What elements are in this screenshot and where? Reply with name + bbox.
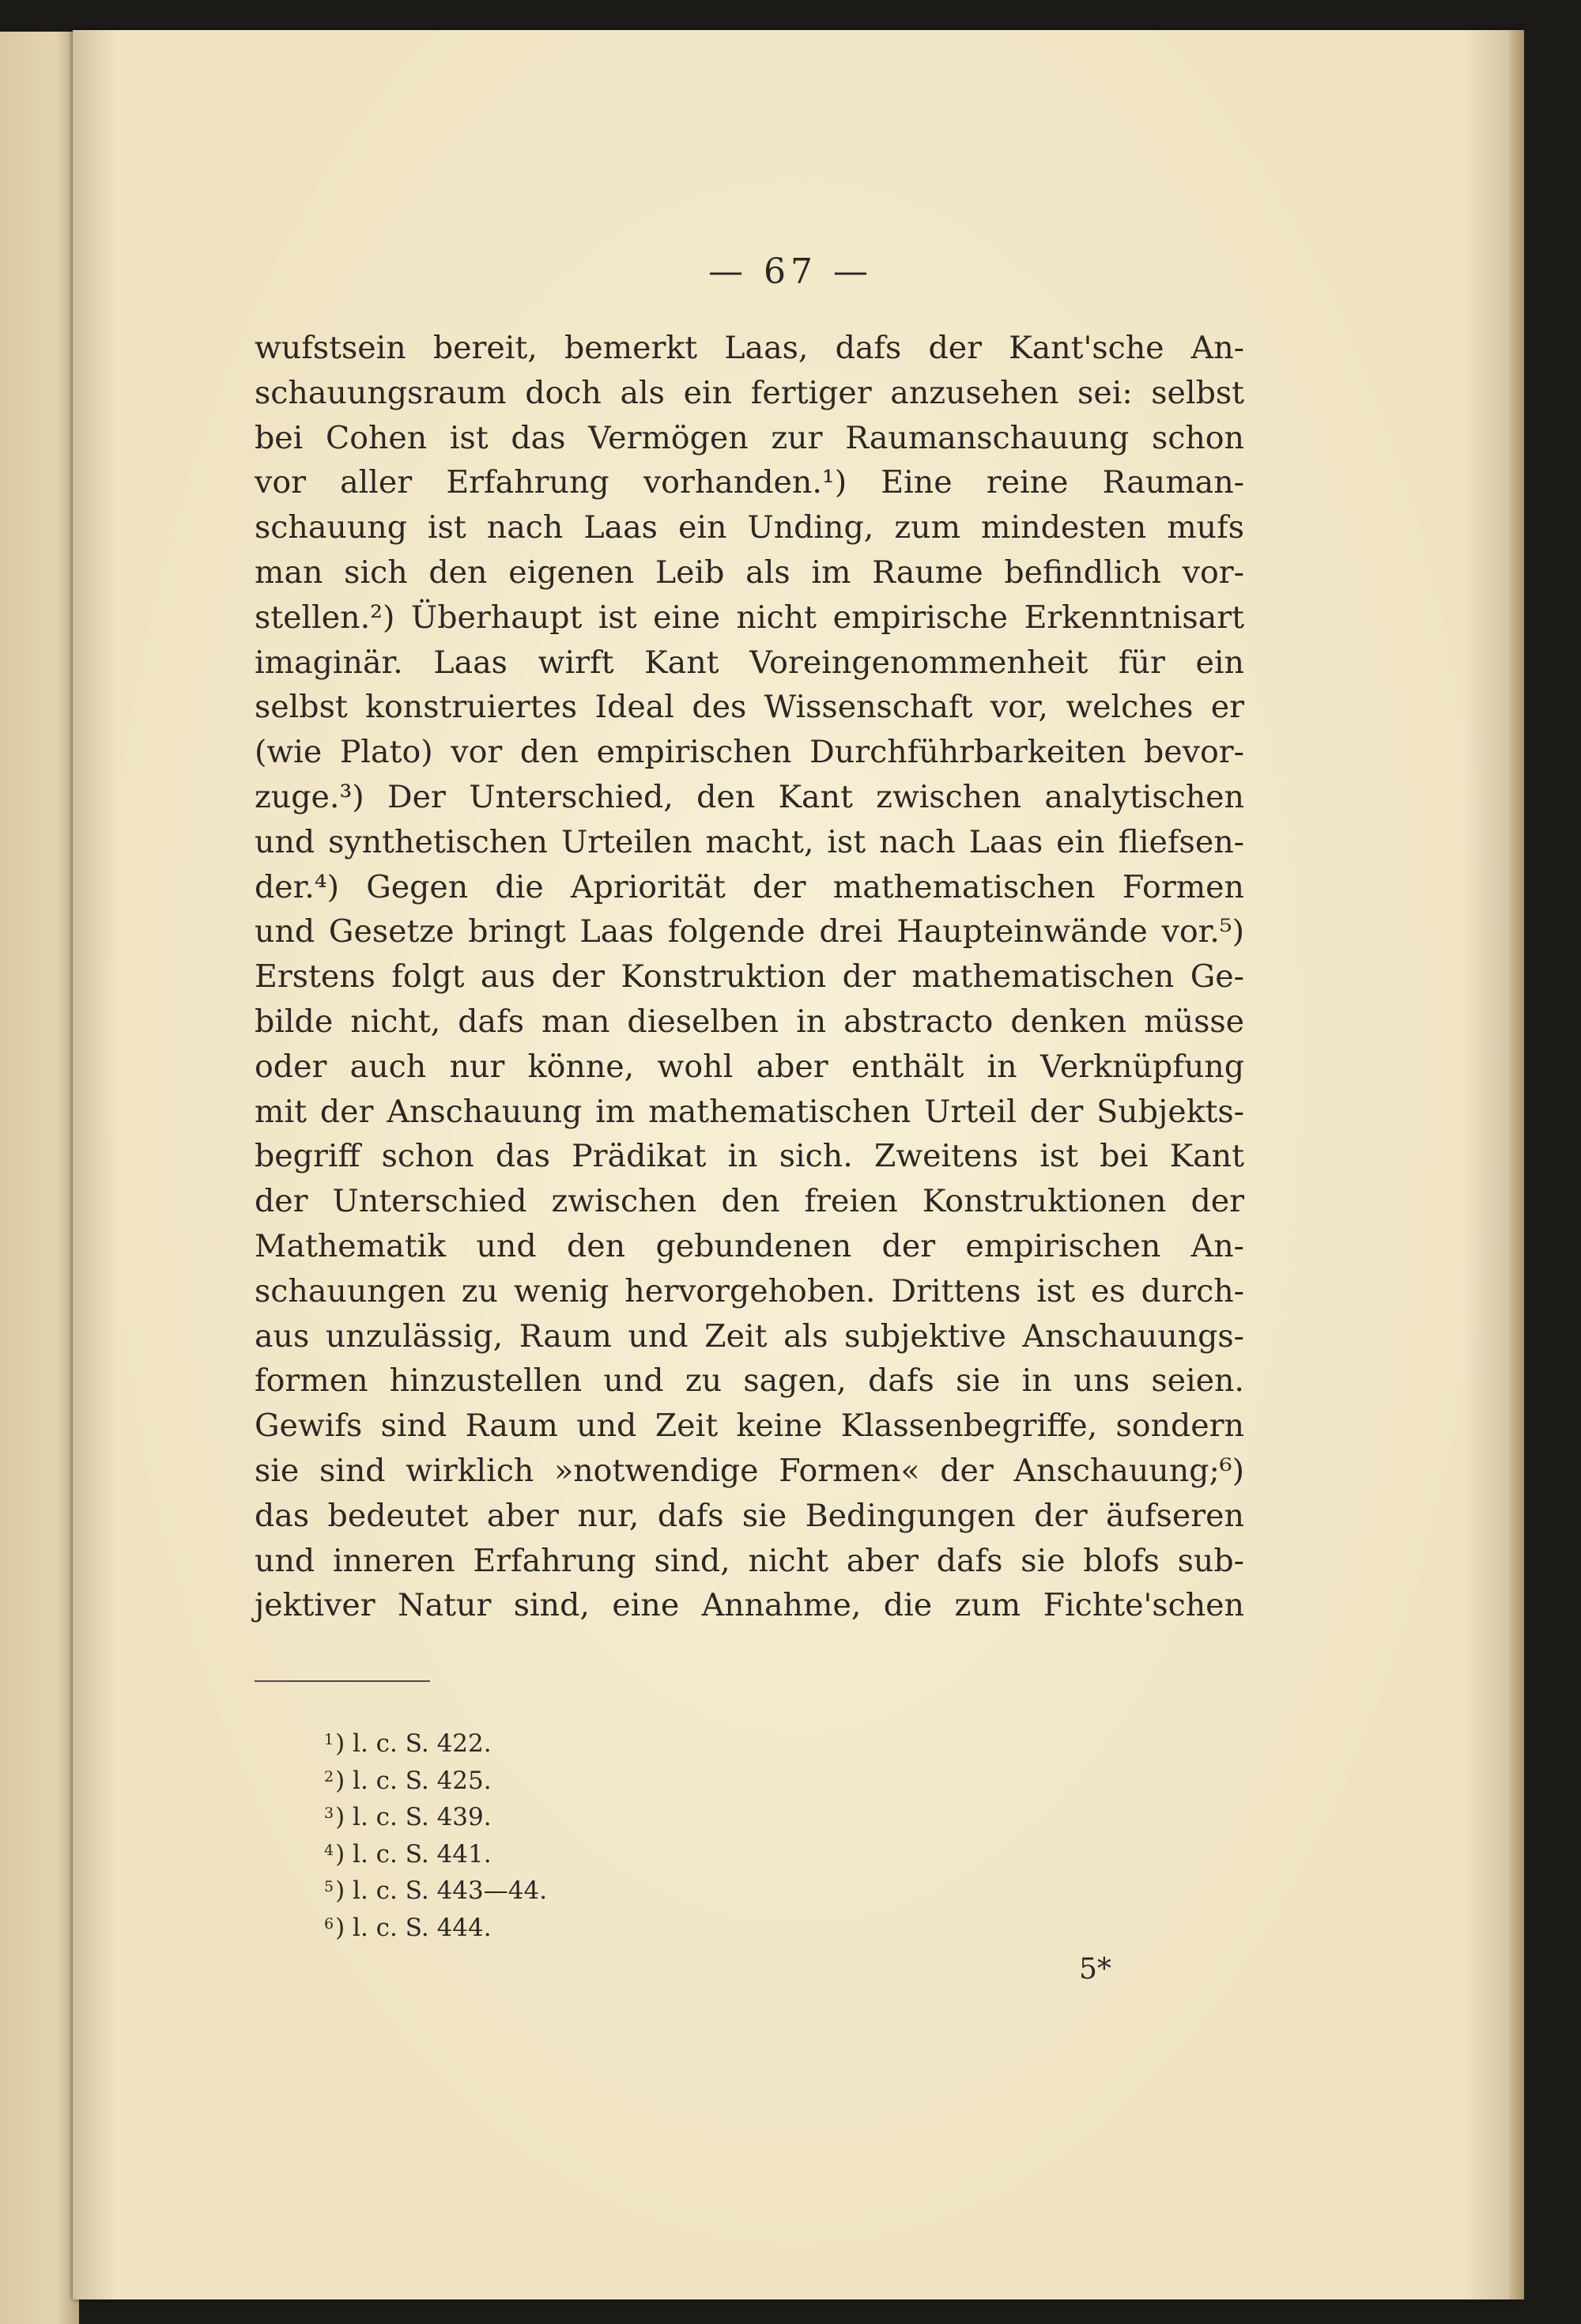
text-line: stellen.²) Überhaupt ist eine nicht empirische Erkenntnisart — [255, 599, 1244, 636]
footnote-text: ) l. c. S. 444. — [335, 1913, 492, 1942]
text-line: und inneren Erfahrung sind, nicht aber dafs sie blofs sub- — [255, 1542, 1244, 1579]
text-line: der Unterschied zwischen den freien Konstruktionen der — [255, 1183, 1244, 1220]
text-line: man sich den eigenen Leib als im Raume befindlich vor- — [255, 554, 1244, 591]
text-line: der.⁴) Gegen die Apriorität der mathematischen Formen — [255, 868, 1244, 905]
text-line: aus unzulässig, Raum und Zeit als subjektive Anschauungs- — [255, 1317, 1244, 1355]
text-line: oder auch nur könne, wohl aber enthält in Verknüpfung — [255, 1048, 1244, 1085]
footnote-text: ) l. c. S. 443—44. — [335, 1876, 548, 1906]
footnote — [324, 1724, 547, 1761]
text-line: imaginär. Laas wirft Kant Voreingenommenheit für ein — [255, 644, 1244, 681]
text-line: vor aller Erfahrung vorhanden.¹) Eine reine Rauman- — [255, 464, 1244, 501]
footnote — [324, 1761, 547, 1798]
footnote — [324, 1908, 547, 1945]
text-line: mit der Anschauung im mathematischen Urteil der Subjekts- — [255, 1093, 1244, 1130]
footnote-mark: 4 — [324, 1841, 334, 1859]
text-line: formen hinzustellen und zu sagen, dafs sie in uns seien. — [255, 1362, 1244, 1400]
text-line: Mathematik und den gebundenen der empirischen An- — [255, 1227, 1244, 1264]
footnote-separator — [255, 1680, 430, 1682]
footnote-mark: 2 — [324, 1767, 334, 1786]
footnotes — [324, 1724, 547, 1945]
previous-page-edge — [0, 32, 79, 2324]
footnote — [324, 1797, 547, 1835]
footnote-text: ) l. c. S. 425. — [335, 1766, 492, 1795]
footnote — [324, 1871, 547, 1908]
footnote-mark: 5 — [324, 1878, 334, 1896]
text-line: das bedeutet aber nur, dafs sie Bedingungen der äufseren — [255, 1497, 1244, 1534]
main-text — [255, 326, 1244, 1628]
text-line: begriff schon das Prädikat in sich. Zweitens ist bei Kant — [255, 1138, 1244, 1175]
text-line: jektiver Natur sind, eine Annahme, die zum Fichte'schen — [255, 1587, 1244, 1624]
text-line: (wie Plato) vor den empirischen Durchführbarkeiten bevor- — [255, 734, 1244, 771]
footnote-mark: 3 — [324, 1804, 334, 1823]
text-line: Erstens folgt aus der Konstruktion der mathematischen Ge- — [255, 958, 1244, 996]
signature-mark: 5* — [1079, 1953, 1111, 1986]
footnote-mark: 6 — [324, 1914, 334, 1933]
page-number-header: — 67 — — [708, 251, 873, 292]
page-edge-right — [1510, 30, 1524, 2299]
text-line: bilde nicht, dafs man dieselben in abstracto denken müsse — [255, 1003, 1244, 1040]
text-line: Gewifs sind Raum und Zeit keine Klassenbegriffe, sondern — [255, 1408, 1244, 1445]
text-line: schauungsraum doch als ein fertiger anzusehen sei: selbst — [255, 374, 1244, 411]
text-line: zuge.³) Der Unterschied, den Kant zwischen analytischen — [255, 778, 1244, 815]
footnote-text: ) l. c. S. 422. — [335, 1729, 492, 1758]
text-line: bei Cohen ist das Vermögen zur Raumanschauung schon — [255, 419, 1244, 456]
text-line: sie sind wirklich »notwendige Formen« der Anschauung;⁶) — [255, 1452, 1244, 1489]
text-line: selbst konstruiertes Ideal des Wissenschaft vor, welches er — [255, 689, 1244, 726]
text-line: schauungen zu wenig hervorgehoben. Drittens ist es durch- — [255, 1272, 1244, 1309]
footnote-mark: 1 — [324, 1731, 334, 1748]
footnote — [324, 1835, 547, 1872]
text-line: und Gesetze bringt Laas folgende drei Haupteinwände vor.⁵) — [255, 913, 1244, 950]
footnote-text: ) l. c. S. 441. — [335, 1839, 492, 1869]
text-line: wufstsein bereit, bemerkt Laas, dafs der Kant'sche An- — [255, 330, 1244, 366]
text-line: schauung ist nach Laas ein Unding, zum mindesten mufs — [255, 509, 1244, 546]
footnote-text: ) l. c. S. 439. — [335, 1803, 492, 1832]
text-line: und synthetischen Urteilen macht, ist nach Laas ein fliefsen- — [255, 823, 1244, 860]
